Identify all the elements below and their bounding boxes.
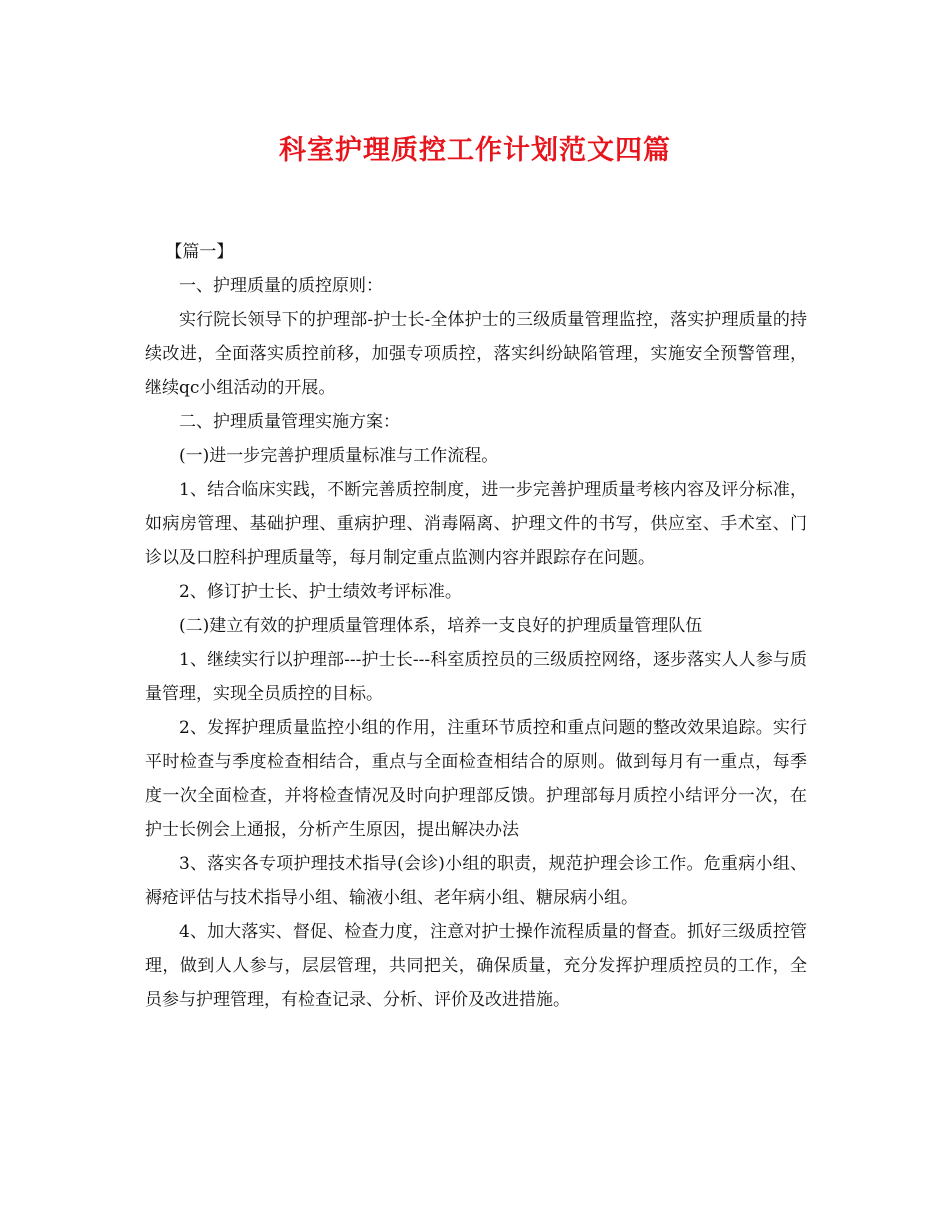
paragraph: 4、加大落实、督促、检查力度，注意对护士操作流程质量的督查。抓好三级质控管理，做到人人参与，层层管理，共同把关，确保质量，充分发挥护理质控员的工作，全员参与护理管理，有检查记录、分析、评价及改进措施。 bbox=[145, 922, 807, 1010]
paragraph: 1、继续实行以护理部---护士长---科室质控员的三级质控网络，逐步落实人人参与质量管理，实现全员质控的目标。 bbox=[145, 650, 807, 704]
paragraph: 2、发挥护理质量监控小组的作用，注重环节质控和重点问题的整改效果追踪。实行平时检查与季度检查相结合，重点与全面检查相结合的原则。做到每月有一重点，每季度一次全面检查，并将检查情况及时向护理部反馈。护理部每月质控小结评分一次，在护士长例会上通报，分析产生原因，提出解决办法 bbox=[145, 718, 807, 840]
paragraph: 二、护理质量管理实施方案： bbox=[179, 412, 400, 432]
section-heading: 【篇一】 bbox=[165, 242, 234, 262]
paragraph: 实行院长领导下的护理部-护士长-全体护士的三级质量管理监控，落实护理质量的持续改进，全面落实质控前移，加强专项质控，落实纠纷缺陷管理，实施安全预警管理，继续qc小组活动的开展。 bbox=[145, 310, 807, 398]
document-body bbox=[145, 235, 807, 1017]
paragraph: 2、修订护士长、护士绩效考评标准。 bbox=[179, 582, 462, 602]
paragraph: 1、结合临床实践，不断完善质控制度，进一步完善护理质量考核内容及评分标准，如病房管理、基础护理、重病护理、消毒隔离、护理文件的书写，供应室、手术室、门诊以及口腔科护理质量等，每月制定重点监测内容并跟踪存在问题。 bbox=[145, 480, 807, 568]
document-title: 科室护理质控工作计划范文四篇 bbox=[279, 135, 671, 166]
paragraph: (二)建立有效的护理质量管理体系，培养一支良好的护理质量管理队伍 bbox=[179, 616, 703, 636]
paragraph: 一、护理质量的质控原则： bbox=[179, 276, 383, 296]
paragraph: 3、落实各专项护理技术指导(会诊)小组的职责，规范护理会诊工作。危重病小组、褥疮评估与技术指导小组、输液小组、老年病小组、糖尿病小组。 bbox=[145, 854, 807, 908]
paragraph: (一)进一步完善护理质量标准与工作流程。 bbox=[179, 446, 499, 466]
